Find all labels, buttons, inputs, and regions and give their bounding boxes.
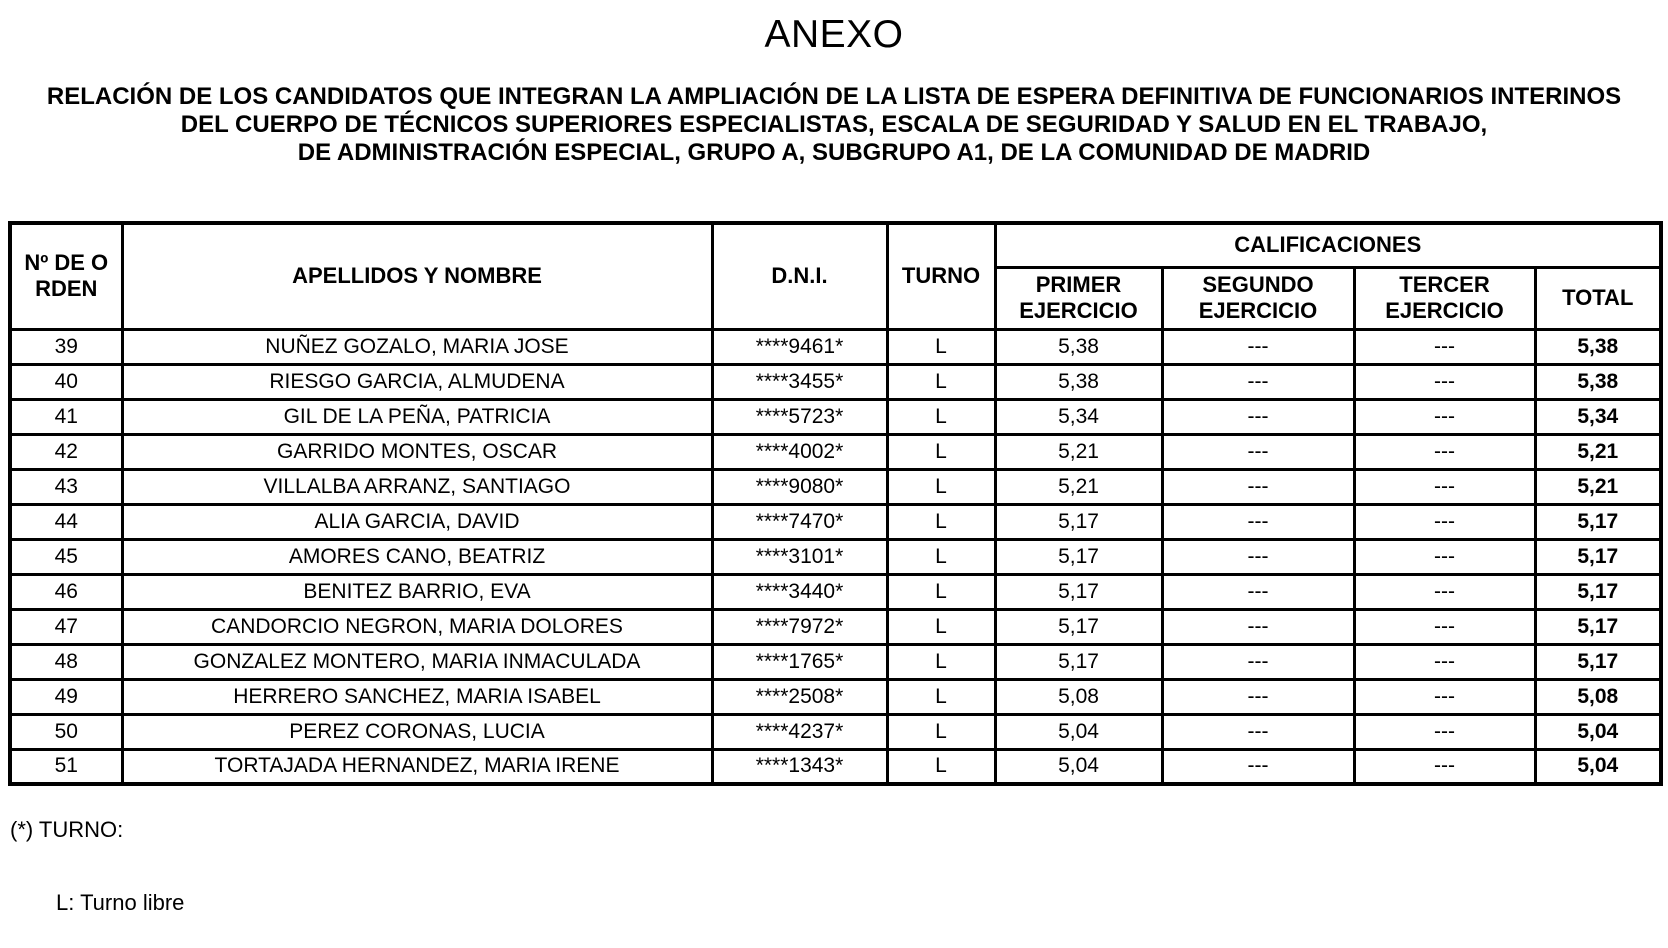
cell-turno: L — [887, 574, 995, 609]
column-header-dni: D.N.I. — [712, 223, 887, 329]
cell-order: 44 — [10, 504, 122, 539]
cell-dni: ****9461* — [712, 329, 887, 364]
cell-tercer-ejercicio: --- — [1354, 679, 1535, 714]
heading-line-3: DE ADMINISTRACIÓN ESPECIAL, GRUPO A, SUBGRUPO A1, DE LA COMUNIDAD DE MADRID — [297, 139, 1371, 166]
cell-segundo-ejercicio: --- — [1162, 329, 1354, 364]
cell-total: 5,21 — [1535, 434, 1661, 469]
cell-primer-ejercicio: 5,04 — [995, 714, 1162, 749]
cell-segundo-ejercicio: --- — [1162, 609, 1354, 644]
cell-order: 43 — [10, 469, 122, 504]
cell-total: 5,17 — [1535, 574, 1661, 609]
cell-order: 50 — [10, 714, 122, 749]
cell-dni: ****1343* — [712, 749, 887, 784]
cell-name: AMORES CANO, BEATRIZ — [122, 539, 712, 574]
cell-dni: ****3440* — [712, 574, 887, 609]
cell-primer-ejercicio: 5,34 — [995, 399, 1162, 434]
cell-segundo-ejercicio: --- — [1162, 399, 1354, 434]
cell-order: 51 — [10, 749, 122, 784]
table-row — [10, 469, 1661, 504]
cell-order: 48 — [10, 644, 122, 679]
cell-turno: L — [887, 539, 995, 574]
cell-dni: ****7470* — [712, 504, 887, 539]
table-row — [10, 399, 1661, 434]
column-header-calificaciones: CALIFICACIONES — [995, 223, 1661, 267]
cell-turno: L — [887, 714, 995, 749]
cell-dni: ****9080* — [712, 469, 887, 504]
cell-total: 5,21 — [1535, 469, 1661, 504]
cell-total: 5,17 — [1535, 609, 1661, 644]
cell-name: VILLALBA ARRANZ, SANTIAGO — [122, 469, 712, 504]
cell-segundo-ejercicio: --- — [1162, 539, 1354, 574]
cell-turno: L — [887, 434, 995, 469]
header-row-top — [10, 223, 1661, 267]
column-header-turno: TURNO — [887, 223, 995, 329]
cell-order: 46 — [10, 574, 122, 609]
cell-tercer-ejercicio: --- — [1354, 469, 1535, 504]
cell-total: 5,38 — [1535, 364, 1661, 399]
column-header-tercer-ejercicio: TERCER EJERCICIO — [1354, 267, 1535, 329]
cell-tercer-ejercicio: --- — [1354, 399, 1535, 434]
cell-total: 5,04 — [1535, 749, 1661, 784]
cell-dni: ****4002* — [712, 434, 887, 469]
document-heading — [8, 83, 1660, 167]
table-row — [10, 749, 1661, 784]
table-row — [10, 609, 1661, 644]
candidates-table — [8, 221, 1663, 786]
cell-name: GONZALEZ MONTERO, MARIA INMACULADA — [122, 644, 712, 679]
cell-name: GARRIDO MONTES, OSCAR — [122, 434, 712, 469]
heading-line-1: RELACIÓN DE LOS CANDIDATOS QUE INTEGRAN LA AMPLIACIÓN DE LA LISTA DE ESPERA DEFINITIVA DE FUNCIONARIOS INTERINOS — [46, 83, 1622, 110]
heading-line-2: DEL CUERPO DE TÉCNICOS SUPERIORES ESPECIALISTAS, ESCALA DE SEGURIDAD Y SALUD EN EL TRABAJO, — [180, 111, 1488, 138]
table-row — [10, 574, 1661, 609]
cell-segundo-ejercicio: --- — [1162, 679, 1354, 714]
column-header-segundo-ejercicio: SEGUNDO EJERCICIO — [1162, 267, 1354, 329]
cell-order: 41 — [10, 399, 122, 434]
cell-total: 5,34 — [1535, 399, 1661, 434]
cell-tercer-ejercicio: --- — [1354, 574, 1535, 609]
cell-order: 47 — [10, 609, 122, 644]
cell-primer-ejercicio: 5,17 — [995, 504, 1162, 539]
cell-total: 5,17 — [1535, 644, 1661, 679]
cell-name: ALIA GARCIA, DAVID — [122, 504, 712, 539]
cell-primer-ejercicio: 5,17 — [995, 539, 1162, 574]
cell-order: 45 — [10, 539, 122, 574]
cell-turno: L — [887, 469, 995, 504]
table-row — [10, 644, 1661, 679]
cell-tercer-ejercicio: --- — [1354, 749, 1535, 784]
cell-tercer-ejercicio: --- — [1354, 644, 1535, 679]
cell-name: NUÑEZ GOZALO, MARIA JOSE — [122, 329, 712, 364]
cell-primer-ejercicio: 5,17 — [995, 609, 1162, 644]
table-row — [10, 364, 1661, 399]
column-header-name: APELLIDOS Y NOMBRE — [122, 223, 712, 329]
cell-primer-ejercicio: 5,21 — [995, 434, 1162, 469]
cell-segundo-ejercicio: --- — [1162, 749, 1354, 784]
column-header-total: TOTAL — [1535, 267, 1661, 329]
cell-tercer-ejercicio: --- — [1354, 609, 1535, 644]
cell-name: GIL DE LA PEÑA, PATRICIA — [122, 399, 712, 434]
footnote-turno-label: (*) TURNO: — [10, 817, 124, 842]
cell-turno: L — [887, 504, 995, 539]
cell-turno: L — [887, 609, 995, 644]
cell-total: 5,38 — [1535, 329, 1661, 364]
cell-order: 40 — [10, 364, 122, 399]
column-header-primer-ejercicio: PRIMER EJERCICIO — [995, 267, 1162, 329]
cell-turno: L — [887, 749, 995, 784]
table-row — [10, 714, 1661, 749]
cell-primer-ejercicio: 5,17 — [995, 574, 1162, 609]
cell-turno: L — [887, 679, 995, 714]
cell-primer-ejercicio: 5,38 — [995, 329, 1162, 364]
page-title: ANEXO — [764, 13, 904, 56]
table-row — [10, 434, 1661, 469]
cell-tercer-ejercicio: --- — [1354, 434, 1535, 469]
cell-primer-ejercicio: 5,08 — [995, 679, 1162, 714]
table-row — [10, 329, 1661, 364]
table-row — [10, 679, 1661, 714]
cell-tercer-ejercicio: --- — [1354, 329, 1535, 364]
cell-turno: L — [887, 399, 995, 434]
cell-dni: ****4237* — [712, 714, 887, 749]
cell-primer-ejercicio: 5,21 — [995, 469, 1162, 504]
cell-dni: ****3101* — [712, 539, 887, 574]
cell-turno: L — [887, 329, 995, 364]
cell-segundo-ejercicio: --- — [1162, 714, 1354, 749]
cell-name: RIESGO GARCIA, ALMUDENA — [122, 364, 712, 399]
cell-dni: ****2508* — [712, 679, 887, 714]
cell-name: HERRERO SANCHEZ, MARIA ISABEL — [122, 679, 712, 714]
cell-order: 39 — [10, 329, 122, 364]
cell-dni: ****5723* — [712, 399, 887, 434]
cell-segundo-ejercicio: --- — [1162, 434, 1354, 469]
cell-dni: ****1765* — [712, 644, 887, 679]
table-body — [10, 329, 1661, 784]
cell-segundo-ejercicio: --- — [1162, 469, 1354, 504]
cell-name: BENITEZ BARRIO, EVA — [122, 574, 712, 609]
footnote-turno-libre: L: Turno libre — [56, 890, 185, 915]
table-row — [10, 539, 1661, 574]
table-row — [10, 504, 1661, 539]
cell-primer-ejercicio: 5,38 — [995, 364, 1162, 399]
cell-segundo-ejercicio: --- — [1162, 644, 1354, 679]
cell-total: 5,08 — [1535, 679, 1661, 714]
cell-total: 5,17 — [1535, 504, 1661, 539]
cell-turno: L — [887, 364, 995, 399]
cell-tercer-ejercicio: --- — [1354, 539, 1535, 574]
cell-name: PEREZ CORONAS, LUCIA — [122, 714, 712, 749]
cell-segundo-ejercicio: --- — [1162, 504, 1354, 539]
table-header — [10, 223, 1661, 329]
cell-name: CANDORCIO NEGRON, MARIA DOLORES — [122, 609, 712, 644]
cell-segundo-ejercicio: --- — [1162, 574, 1354, 609]
cell-dni: ****3455* — [712, 364, 887, 399]
cell-segundo-ejercicio: --- — [1162, 364, 1354, 399]
cell-primer-ejercicio: 5,04 — [995, 749, 1162, 784]
cell-tercer-ejercicio: --- — [1354, 504, 1535, 539]
cell-total: 5,04 — [1535, 714, 1661, 749]
cell-tercer-ejercicio: --- — [1354, 364, 1535, 399]
cell-dni: ****7972* — [712, 609, 887, 644]
cell-tercer-ejercicio: --- — [1354, 714, 1535, 749]
cell-turno: L — [887, 644, 995, 679]
column-header-order: Nº DE ORDEN — [10, 223, 122, 329]
cell-name: TORTAJADA HERNANDEZ, MARIA IRENE — [122, 749, 712, 784]
cell-total: 5,17 — [1535, 539, 1661, 574]
cell-order: 49 — [10, 679, 122, 714]
cell-order: 42 — [10, 434, 122, 469]
cell-primer-ejercicio: 5,17 — [995, 644, 1162, 679]
